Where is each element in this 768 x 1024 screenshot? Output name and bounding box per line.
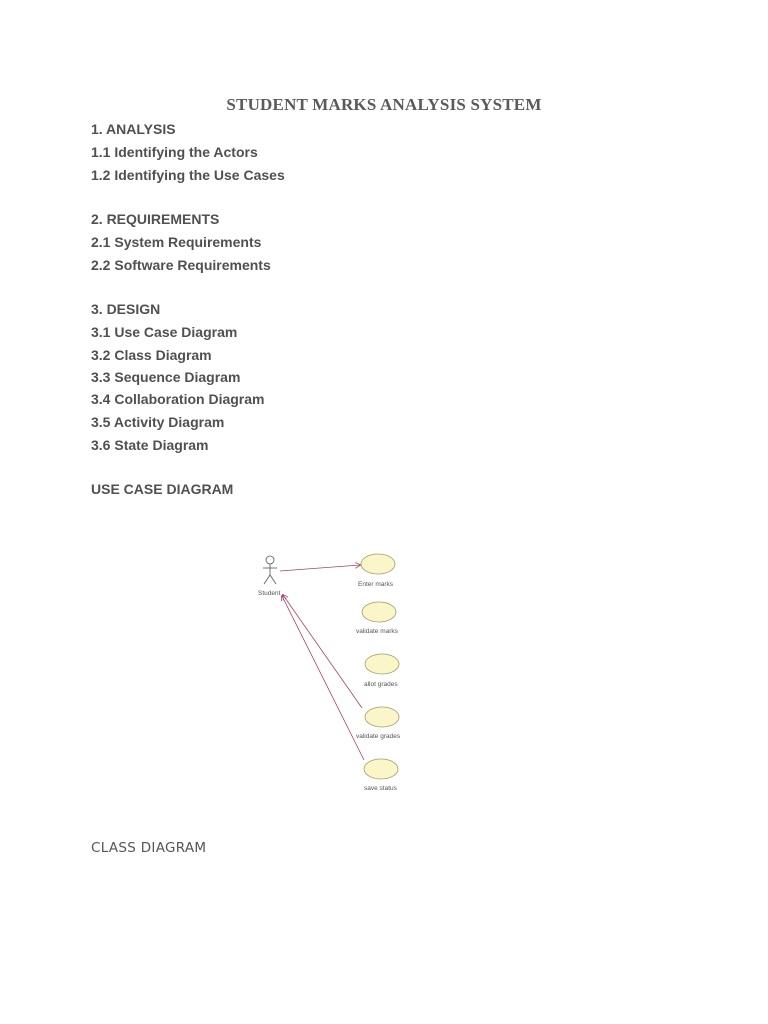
use-case-enter-marks: [361, 554, 395, 574]
toc-item-class-diagram: 3.2 Class Diagram: [91, 347, 212, 363]
toc-item-use-case-diagram: 3.1 Use Case Diagram: [91, 324, 238, 340]
toc-item-collaboration-diagram: 3.4 Collaboration Diagram: [91, 391, 265, 407]
actor-label: Student: [258, 590, 281, 597]
student-actor-icon: [263, 556, 277, 584]
association-enter-marks: [280, 565, 360, 571]
use-case-validate-marks: [362, 602, 396, 622]
use-case-label: validate marks: [356, 628, 398, 635]
toc-item-sequence-diagram: 3.3 Sequence Diagram: [91, 369, 241, 385]
use-case-label: Enter marks: [358, 581, 394, 588]
association-validate-grades: [283, 595, 362, 708]
use-case-label: validate grades: [356, 733, 401, 740]
toc-item-software-requirements: 2.2 Software Requirements: [91, 257, 271, 273]
toc-item-system-requirements: 2.1 System Requirements: [91, 234, 262, 250]
use-case-save-status: [364, 759, 398, 779]
association-save-status: [282, 596, 364, 760]
use-case-label: save status: [364, 785, 397, 792]
document-title: STUDENT MARKS ANALYSIS SYSTEM: [226, 95, 542, 114]
toc-item-state-diagram: 3.6 State Diagram: [91, 437, 209, 453]
use-case-allot-grades: [365, 654, 399, 674]
section-heading-analysis: 1. ANALYSIS: [91, 121, 176, 137]
toc-item-activity-diagram: 3.5 Activity Diagram: [91, 414, 225, 430]
use-case-diagram-heading: USE CASE DIAGRAM: [91, 481, 234, 497]
use-case-label: allot grades: [364, 681, 398, 688]
use-case-validate-grades: [365, 707, 399, 727]
toc-item-identifying-actors: 1.1 Identifying the Actors: [91, 144, 258, 160]
section-heading-design: 3. DESIGN: [91, 301, 161, 317]
toc-item-identifying-use-cases: 1.2 Identifying the Use Cases: [91, 167, 285, 183]
use-case-diagram: [250, 545, 425, 805]
section-heading-requirements: 2. REQUIREMENTS: [91, 211, 220, 227]
class-diagram-heading: CLASS DIAGRAM: [91, 840, 207, 856]
